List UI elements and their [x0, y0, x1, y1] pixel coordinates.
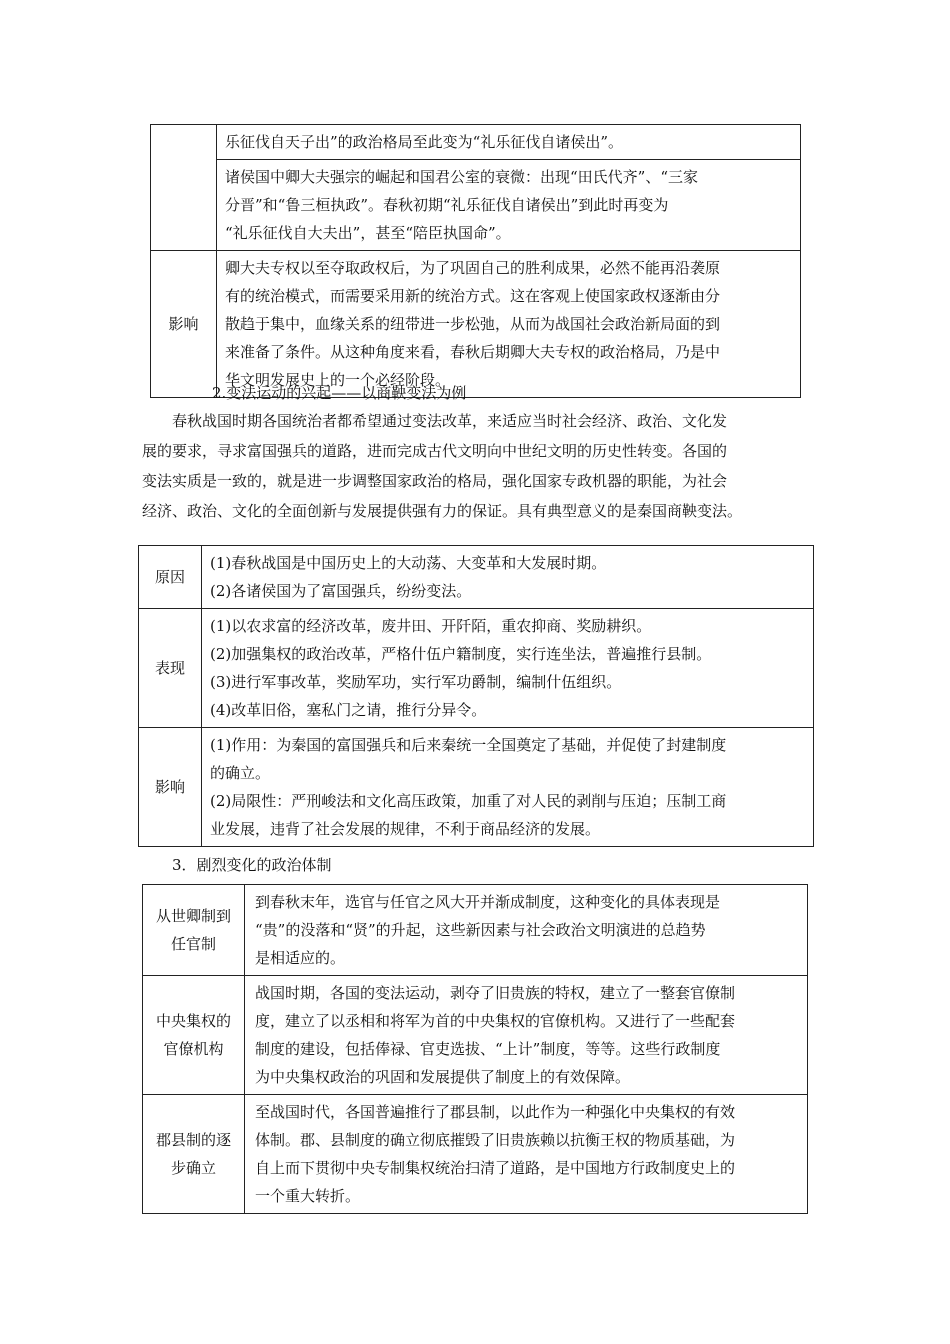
- table-political-system: [142, 884, 808, 1214]
- table-row: [143, 976, 808, 1095]
- text-line: 散趋于集中，血缘关系的纽带进一步松弛，从而为战国社会政治新局面的到: [225, 315, 721, 333]
- table-row: [151, 251, 801, 398]
- text-line: 经济、政治、文化的全面创新与发展提供强有力的保证。具有典型意义的是秦国商鞅变法。: [142, 502, 743, 520]
- cell-content: [202, 546, 814, 609]
- table-row: [143, 1095, 808, 1214]
- cell-content: [202, 728, 814, 847]
- label-line: 官僚机构: [163, 1040, 224, 1058]
- cell-content: [245, 885, 808, 976]
- text-line: 体制。郡、县制度的确立彻底摧毁了旧贵族赖以抗衡王权的物质基础，为: [255, 1131, 736, 1149]
- cell-content: [217, 125, 801, 160]
- cell-content: [245, 976, 808, 1095]
- table-row: [139, 546, 814, 609]
- label-line: 步确立: [170, 1159, 216, 1177]
- text-line: 华文明发展史上的一个必经阶段。: [225, 371, 451, 389]
- row-label: 表现: [139, 609, 202, 728]
- text-line: (3)进行军事改革，奖励军功，实行军功爵制，编制什伍组织。: [210, 673, 622, 691]
- text-line: (1)春秋战国是中国历史上的大动荡、大变革和大发展时期。: [210, 554, 607, 572]
- text-line: 业发展，违背了社会发展的规律，不利于商品经济的发展。: [210, 820, 601, 838]
- section-heading: 3．剧烈变化的政治体制: [172, 856, 332, 874]
- text-line: 诸侯国中卿大夫强宗的崛起和国君公室的衰微：出现“田氏代齐”、“三家: [225, 168, 699, 186]
- text-line: 的确立。: [210, 764, 271, 782]
- text-line: 战国时期，各国的变法运动，剥夺了旧贵族的特权，建立了一整套官僚制: [255, 984, 736, 1002]
- text-line: 展的要求，寻求富国强兵的道路，进而完成古代文明向中世纪文明的历史性转变。各国的: [142, 442, 728, 460]
- text-line: 春秋战国时期各国统治者都希望通过变法改革，来适应当时社会经济、政治、文化发: [172, 412, 728, 430]
- text-line: “礼乐征伐自大夫出”，甚至“陪臣执国命”。: [225, 224, 511, 242]
- text-line: 有的统治模式，而需要采用新的统治方式。这在客观上使国家政权逐渐由分: [225, 287, 721, 305]
- text-line: 分晋”和“鲁三桓执政”。春秋初期“礼乐征伐自诸侯出”到此时再变为: [225, 196, 669, 214]
- label-line: 从世卿制到: [155, 907, 231, 925]
- text-line: (2)局限性：严刑峻法和文化高压政策，加重了对人民的剥削与压迫；压制工商: [210, 792, 727, 810]
- text-line: 乐征伐自天子出”的政治格局至此变为“礼乐征伐自诸侯出”。: [225, 133, 624, 151]
- cell-content: [217, 160, 801, 251]
- text-line: (1)以农求富的经济改革，废井田、开阡陌，重农抑商、奖励耕织。: [210, 617, 652, 635]
- label-line: 中央集权的: [155, 1012, 231, 1030]
- label-line: 郡县制的逐: [155, 1131, 231, 1149]
- text-line: 卿大夫专权以至夺取政权后，为了巩固自己的胜利成果，必然不能再沿袭原: [225, 259, 721, 277]
- table-row: [143, 885, 808, 976]
- row-label: [143, 976, 245, 1095]
- text-line: (2)加强集权的政治改革，严格什伍户籍制度，实行连坐法，普遍推行县制。: [210, 645, 712, 663]
- row-label: [143, 885, 245, 976]
- text-line: 变法实质是一致的，就是进一步调整国家政治的格局，强化国家专政机器的职能，为社会: [142, 472, 728, 490]
- cell-content: [217, 251, 801, 398]
- row-label: 原因: [139, 546, 202, 609]
- table-spring-autumn-politics: [150, 124, 801, 398]
- text-line: (4)改革旧俗，塞私门之请，推行分异令。: [210, 701, 487, 719]
- text-line: 至战国时代，各国普遍推行了郡县制，以此作为一种强化中央集权的有效: [255, 1103, 736, 1121]
- table-shang-yang-reform: [138, 545, 814, 847]
- text-line: 来准备了条件。从这种角度来看，春秋后期卿大夫专权的政治格局，乃是中: [225, 343, 721, 361]
- text-line: 是相适应的。: [255, 949, 346, 967]
- table-row: [151, 160, 801, 251]
- text-line: 制度的建设，包括俸禄、官吏选拔、“上计”制度，等等。这些行政制度: [255, 1040, 721, 1058]
- cell-content: [202, 609, 814, 728]
- text-line: 度，建立了以丞相和将军为首的中央集权的官僚机构。又进行了一些配套: [255, 1012, 736, 1030]
- text-line: 一个重大转折。: [255, 1187, 361, 1205]
- row-label-empty: [151, 125, 217, 251]
- text-line: “贵”的没落和“贤”的升起，这些新因素与社会政治文明演进的总趋势: [255, 921, 706, 939]
- text-line: 为中央集权政治的巩固和发展提供了制度上的有效保障。: [255, 1068, 631, 1086]
- label-line: 任官制: [170, 935, 216, 953]
- text-line: (2)各诸侯国为了富国强兵，纷纷变法。: [210, 582, 472, 600]
- table-row: [151, 125, 801, 160]
- text-line: 到春秋末年，选官与任官之风大开并渐成制度，这种变化的具体表现是: [255, 893, 721, 911]
- cell-content: [245, 1095, 808, 1214]
- table-row: [139, 609, 814, 728]
- table-row: [139, 728, 814, 847]
- row-label: 影响: [151, 251, 217, 398]
- row-label: [143, 1095, 245, 1214]
- text-line: (1)作用：为秦国的富国强兵和后来秦统一全国奠定了基础，并促使了封建制度: [210, 736, 727, 754]
- row-label: 影响: [139, 728, 202, 847]
- section-paragraph: [142, 406, 810, 526]
- text-line: 自上而下贯彻中央专制集权统治扫清了道路，是中国地方行政制度史上的: [255, 1159, 736, 1177]
- section-heading: 2.变法运动的兴起——以商鞅变法为例: [212, 384, 467, 402]
